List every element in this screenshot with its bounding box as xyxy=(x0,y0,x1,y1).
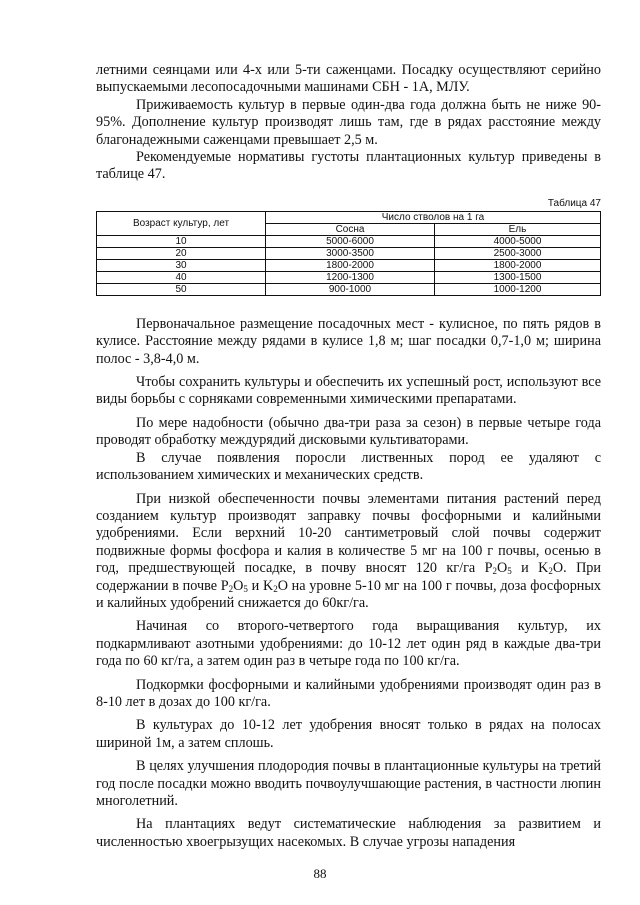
cell-age: 20 xyxy=(97,247,266,259)
paragraph-continued: летними сеянцами или 4-х или 5-ти саженцами. Посадку осуществляют серийно выпускаемыми лесопосадочными машинами СБН - 1А, МЛУ. xyxy=(96,62,601,96)
table-caption: Таблица 47 xyxy=(547,197,601,209)
table-header-row xyxy=(97,211,601,223)
cell-pine: 1200-1300 xyxy=(266,271,435,283)
paragraph-placement: Первоначальное размещение посадочных мест - кулисное, по пять рядов в кулисе. Расстояние между рядами в кулисе 1,8 м; шаг посадки 0,7-1,0 м; ширина полос - 3,8-4,0 м. xyxy=(96,315,601,367)
paragraph-cultivation: По мере надобности (обычно два-три раза за сезон) в первые четыре года проводят обработку междурядий дисковыми культиваторами. xyxy=(96,414,601,449)
page-body xyxy=(96,62,601,851)
paragraph-row-application: В культурах до 10-12 лет удобрения вносят только в рядах на полосах шириной 1м, а затем сплошь. xyxy=(96,717,601,751)
cell-pine: 3000-3500 xyxy=(266,247,435,259)
cell-pine: 1800-2000 xyxy=(266,259,435,271)
cell-spruce: 1300-1500 xyxy=(435,271,601,283)
cell-spruce: 2500-3000 xyxy=(435,247,601,259)
paragraph-pk-feeding: Подкормки фосфорными и калийными удобрениями производят один раз в 8-10 лет в дозах до 100 кг/га. xyxy=(96,676,601,710)
cell-age: 50 xyxy=(97,283,266,295)
table-row xyxy=(97,247,601,259)
cell-age: 30 xyxy=(97,259,266,271)
cell-age: 10 xyxy=(97,235,266,247)
table-row xyxy=(97,283,601,295)
table-row xyxy=(97,259,601,271)
paragraph-weed-control: Чтобы сохранить культуры и обеспечить их успешный рост, используют все виды борьбы с сорняками современными химическими препаратами. xyxy=(96,374,601,408)
header-stems-per-ha: Число стволов на 1 га xyxy=(266,211,601,223)
table-row xyxy=(97,271,601,283)
paragraph-table-reference: Рекомендуемые нормативы густоты плантационных культур приведены в таблице 47. xyxy=(96,149,601,183)
cell-spruce: 4000-5000 xyxy=(435,235,601,247)
cell-spruce: 1000-1200 xyxy=(435,283,601,295)
paragraph-nitrogen: Начиная со второго-четвертого года выращивания культур, их подкармливают азотными удобрениями: до 10-12 лет один ряд в каждые два-три года по 60 кг/га, а затем один раз в четыре года по 100 кг/га. xyxy=(96,618,601,670)
header-age: Возраст культур, лет xyxy=(97,211,266,235)
paragraph-deciduous-removal: В случае появления поросли лиственных пород ее удаляют с использованием химических и механических средств. xyxy=(96,449,601,484)
page-number: 88 xyxy=(313,866,327,881)
paragraph-soil-improvement: В целях улучшения плодородия почвы в плантационные культуры на третий год после посадки можно вводить почвоулучшающие растения, в частности люпин многолетний. xyxy=(96,758,601,809)
paragraph-insect-monitoring: На плантациях ведут систематические наблюдения за развитием и численностью хвоегрызущих насекомых. В случае угрозы нападения xyxy=(96,816,601,850)
table-row xyxy=(97,235,601,247)
cell-pine: 5000-6000 xyxy=(266,235,435,247)
density-table xyxy=(96,211,601,296)
header-spruce: Ель xyxy=(435,223,601,235)
paragraph-fertilization: При низкой обеспеченности почвы элементами питания растений перед созданием культур производят заправку почвы фосфорными и калийными удобрениями. Если верхний 10-20 сантиметровый слой почвы содержит подвижные формы фосфора и калия в количестве 5 мг на 100 г почвы, осенью в год, предшествующей посадке, в почву вносят 120 кг/га $P_2O_5$ и $K_2O$. При содержании в почве $P_2O_5$ и $K_2O$ на уровне 5-10 мг на 100 г почвы, доза фосфорных и калийных удобрений снижается до 60кг/га. xyxy=(96,490,601,611)
header-pine: Сосна xyxy=(266,223,435,235)
cell-pine: 900-1000 xyxy=(266,283,435,295)
cell-spruce: 1800-2000 xyxy=(435,259,601,271)
cell-age: 40 xyxy=(97,271,266,283)
paragraph-survival-rate: Приживаемость культур в первые один-два года должна быть не ниже 90-95%. Дополнение культур производят лишь там, где в рядах расстояние между благонадежными саженцами превышает 2,5 м. xyxy=(96,96,601,148)
